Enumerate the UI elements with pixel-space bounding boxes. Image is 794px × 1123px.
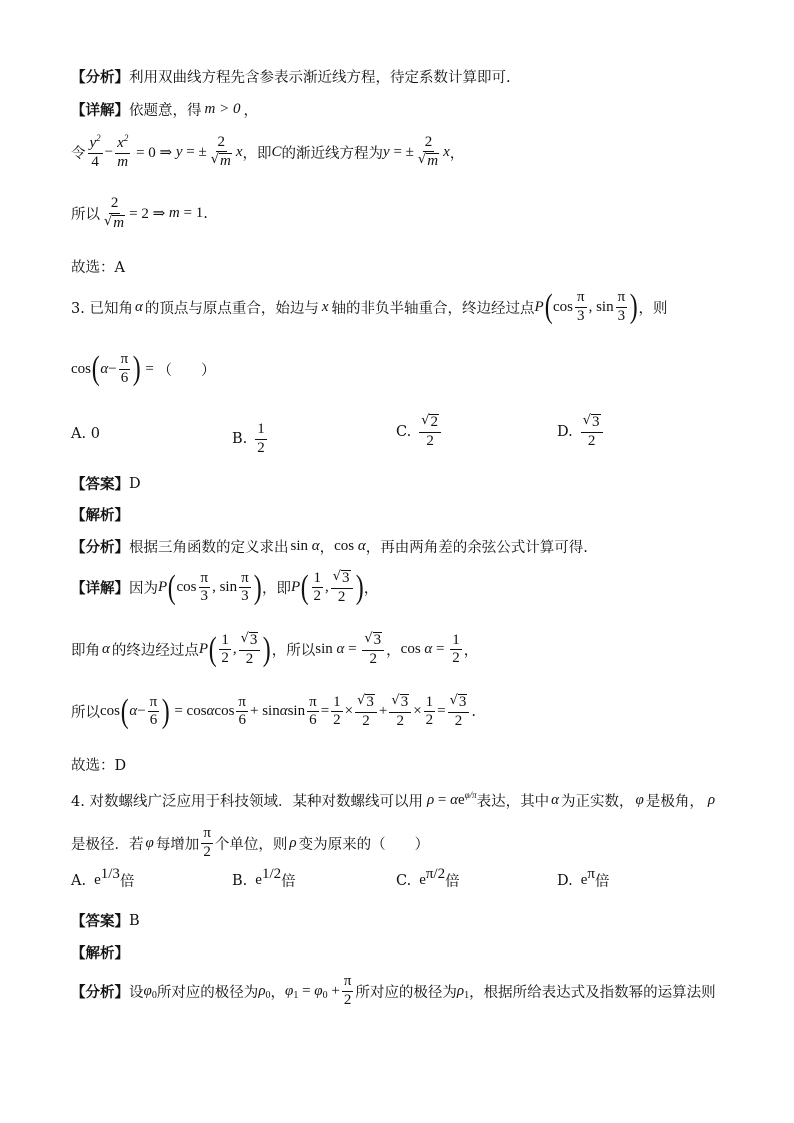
q3-stem-text: 的顶点与原点重合，始边与 (144, 300, 319, 317)
detail-text: ， (363, 581, 379, 598)
option-label: D. (557, 872, 573, 889)
q4-stem-text: 为正实数， (561, 794, 634, 810)
math-frac: $\frac{\pi}{2}$ (343, 973, 352, 1008)
analysis-text: 所对应的极径为 (156, 984, 259, 1001)
math-frac: $\frac{\pi}{6}$ (309, 693, 317, 729)
detail-text: 的渐近线方程为 (281, 145, 384, 162)
math-frac: 2 √ m (210, 133, 231, 170)
analysis-text: ，再由两角差的余弦公式计算可得. (365, 540, 588, 556)
math-frac: √ 3 2 (389, 694, 411, 730)
option-text: 倍 (119, 874, 135, 890)
option-label: A. (71, 872, 87, 889)
solution-label: 【解析】 (71, 946, 129, 962)
math-m-positive: m > 0 (204, 101, 241, 117)
analysis-text: ， (270, 984, 286, 1001)
analysis-label: 【分析】 (71, 984, 129, 1001)
math-frac: √ 3 2 (448, 694, 470, 730)
math-frac: √ 3 2 (239, 632, 261, 668)
option-label: C. (396, 423, 412, 440)
detail-text: ， (386, 643, 401, 660)
analysis-label: 【分析】 (71, 540, 129, 556)
prev-result-line: 所以 2 √ m = 2 ⇒ m = 1 . (71, 195, 208, 231)
answer-value: B (129, 912, 140, 929)
math-frac: 2 √ m (104, 195, 125, 231)
q3-detail-line2: 即角 α 的终边经过点 P ( $\frac{1}{2}$ , √ 3 2 ) ，所以 sin α = √ 3 2 ， cos α = $\frac{1}{2}$ ， (71, 630, 479, 668)
detail-text: 所以 (71, 207, 100, 224)
detail-text: ， (463, 643, 479, 660)
analysis-text: 所对应的极径为 (355, 984, 457, 1001)
detail-text: 依题意，得 (129, 103, 202, 119)
q4-solution-line (71, 942, 129, 963)
math-frac: $\frac{\pi}{6}$ (238, 693, 246, 729)
math-frac: √ 3 2 (331, 570, 353, 606)
q4-analysis-line: 【分析】 设 φ 0 所对应的极径为 ρ 0 ， φ 1 = φ 0 + $\frac{\pi}{2}$ 所对应的极径为 ρ 1 ，根据所给表达式及指数幂的运算法则 (71, 973, 716, 1008)
prev-detail-line (71, 99, 258, 120)
q4-option-d: D. e $^\pi$ 倍 (557, 866, 610, 890)
option-label: B. (232, 431, 248, 448)
q4-stem-text: 是极径．若 (71, 836, 144, 853)
math-frac: $\frac{\pi}{3}$ (577, 289, 585, 324)
q4-stem-line2: 是极径．若 φ 每增加 $\frac{\pi}{2}$ 个单位，则 ρ 变为原来的（ ） (71, 825, 430, 860)
math-frac: $\frac{y^2}{4}$ (89, 133, 101, 170)
option-text: 倍 (594, 874, 610, 890)
q3-detail-line3: 所以 cos ( α − $\frac{\pi}{6}$ ) = cos α cos $\frac{\pi}{6}$ + sin α sin $\frac{\pi}{6}$ = $\frac{1}{2}$ × √ 3 2 + √ 3 2 × $\frac{1}{2}$ = √ 3 2 . (71, 692, 477, 730)
option-label: A. 0 (71, 426, 100, 442)
q4-option-a: A. e $^{1/3}$ 倍 (71, 866, 135, 890)
punct: . (203, 205, 208, 222)
math-frac: $\frac{\pi}{3}$ (241, 569, 249, 605)
detail-text: 所以 (71, 705, 100, 722)
math-frac: $\frac{\pi}{3}$ (617, 289, 626, 324)
q4-stem-text: 个单位，则 (214, 836, 288, 853)
math-frac: $\frac{x^2}{m}$ (117, 133, 129, 170)
q3-detail-line1: 【详解】 因为 P ( cos $\frac{\pi}{3}$ , sin $\frac{\pi}{3}$ ) ，即 P ( $\frac{1}{2}$ , √ 3 2 ) ， (71, 568, 379, 606)
detail-text: 令 (71, 145, 86, 162)
q3-stem-line2: cos ( α − $\frac{\pi}{6}$ ) = （ ） (71, 350, 216, 388)
detail-label: 【详解】 (71, 581, 129, 598)
solution-label: 【解析】 (71, 508, 129, 524)
q3-option-c (396, 414, 443, 450)
q4-stem-text: 是极角， (645, 794, 704, 810)
math-frac: $\frac{\pi}{6}$ (149, 693, 158, 729)
prev-analysis-line (71, 66, 511, 87)
detail-text: 的终边经过点 (111, 643, 199, 660)
q4-stem-text: 4. 对数螺线广泛应用于科技领域．某种对数螺线可以用 (71, 794, 423, 810)
math-frac: √ 3 2 (355, 694, 377, 730)
math-frac: $\frac{\pi}{2}$ (203, 825, 211, 860)
analysis-label: 【分析】 (71, 70, 129, 86)
analysis-text: 设 (129, 984, 144, 1001)
math-frac: $\frac{1}{2}$ (257, 421, 265, 456)
option-text: 倍 (445, 874, 460, 890)
q4-option-b: B. e $^{1/2}$ 倍 (232, 866, 296, 890)
q3-stem-text: 3. 已知角 (71, 300, 133, 317)
prev-asymptote-line: 令 $\frac{y^2}{4}$ − $\frac{x^2}{m}$ = 0 ⇒ y = ± 2 √ m x ，即 C 的渐近线方程为 y = ± 2 √ m x ， (71, 133, 465, 170)
math-frac: √ 2 2 (419, 414, 441, 450)
q3-choice-line: 故选：D (71, 758, 127, 774)
math-frac: $\frac{1}{2}$ (333, 693, 341, 729)
math-frac: 2 √ m (417, 133, 439, 170)
math-frac: $\frac{\pi}{3}$ (200, 569, 209, 605)
math-frac: $\frac{1}{2}$ (313, 569, 321, 605)
detail-text: ，即 (262, 581, 291, 598)
math-frac: $\frac{1}{2}$ (425, 693, 434, 729)
math-frac: $\frac{\pi}{6}$ (120, 351, 129, 386)
q3-analysis-line: 【分析】 根据三角函数的定义求出 sin α ， cos α ，再由两角差的余弦公式计算可得. (71, 538, 588, 556)
q3-answer-line (71, 473, 141, 494)
q4-stem-text: 每增加 (155, 836, 200, 853)
detail-text: 因为 (129, 581, 158, 598)
prev-choice-line: 故选：A (71, 260, 125, 276)
analysis-text: 根据三角函数的定义求出 (129, 540, 289, 556)
detail-label: 【详解】 (71, 103, 129, 119)
q3-stem-line1: 3. 已知角 α 的顶点与原点重合，始边与 x 轴的非负半轴重合，终边经过点 P ( cos $\frac{\pi}{3}$ , sin $\frac{\pi}{3}$ ) ，则 (71, 288, 668, 326)
detail-text: ，所以 (271, 643, 316, 660)
q4-stem-text: 变为原来的（ ） (298, 836, 430, 853)
punct: ， (243, 103, 258, 119)
q3-solution-line (71, 504, 129, 525)
math-frac: √ 3 2 (581, 414, 603, 450)
option-label: B. (232, 872, 248, 889)
q3-stem-text: 轴的非负半轴重合，终边经过点 (331, 300, 535, 317)
q3-stem-text: （ ） (157, 362, 216, 379)
answer-label: 【答案】 (71, 914, 129, 930)
analysis-text: 利用双曲线方程先含参表示渐近线方程，待定系数计算即可. (129, 70, 511, 86)
answer-label: 【答案】 (71, 477, 129, 493)
q4-stem-text: 表达，其中 (476, 794, 550, 810)
q3-option-a (71, 426, 100, 442)
detail-text: 即角 (71, 643, 100, 660)
analysis-text: ，根据所给表达式及指数幂的运算法则 (469, 984, 716, 1001)
q3-option-d (557, 414, 605, 450)
q3-stem-text: ，则 (638, 300, 668, 317)
detail-text: ，即 (242, 145, 272, 162)
math-frac: $\frac{1}{2}$ (221, 631, 229, 667)
option-text: 倍 (281, 874, 296, 890)
math-frac: √ 3 2 (362, 632, 384, 668)
option-label: C. (396, 872, 412, 889)
punct: . (471, 703, 477, 720)
q4-stem-line1: 4. 对数螺线广泛应用于科技领域．某种对数螺线可以用 ρ = α e $^{\varphi/\pi}$ 表达，其中 α 为正实数， φ 是极角， ρ (71, 789, 716, 810)
q3-option-b (232, 422, 269, 457)
analysis-text: ， (319, 540, 335, 556)
math-frac: $\frac{1}{2}$ (452, 631, 460, 667)
answer-value: D (129, 475, 141, 492)
q4-option-c: C. e $^{\pi/2}$ 倍 (396, 866, 460, 890)
q4-answer-line (71, 910, 140, 931)
option-label: D. (557, 423, 573, 440)
